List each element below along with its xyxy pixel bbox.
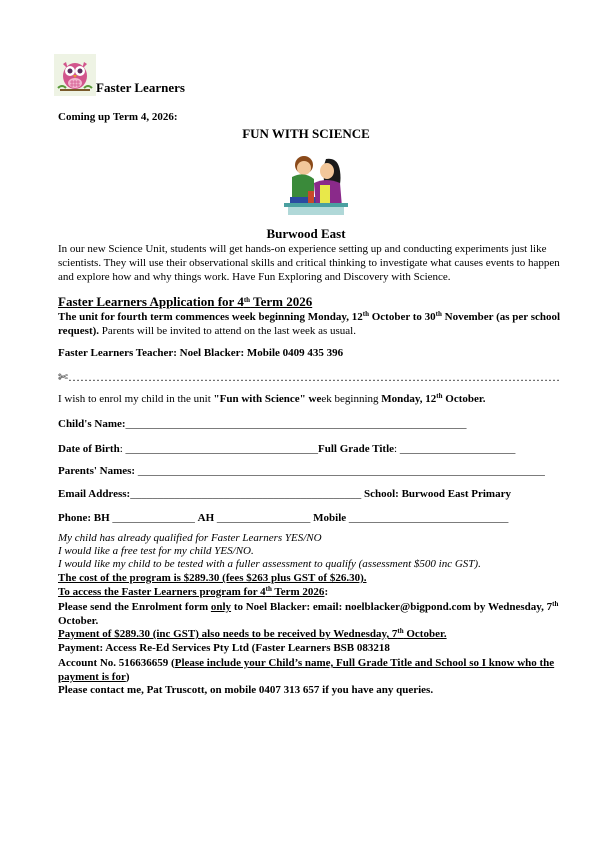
coming-up-label: Coming up Term 4, 2026: [58, 111, 178, 123]
email-row [58, 488, 511, 500]
send-instructions: Please send the Enrolment form only to Noel Blacker: email: noelblacker@bigpond.com by Wednesday, 7th October. [58, 600, 559, 627]
intro-paragraph: In our new Science Unit, students will get hands-on experience setting up and conducting experiments just like scientists. They will use their observational skills and critical thinking to investigate what causes events to happen and explore how and why things work. Have Fun Exploring and Discovery with Science. [58, 243, 560, 283]
teacher-info: Faster Learners Teacher: Noel Blacker: Mobile 0409 435 396 [58, 347, 344, 359]
dob-row [58, 443, 515, 455]
school-label: School: Burwood East Primary [361, 488, 511, 500]
parents-label: Parents' Names: [58, 465, 136, 477]
commence-info: The unit for fourth term commences week beginning Monday, 12th October to 30th November (as per school request). Parents will be invited to attend on the last week as usual. [58, 310, 561, 337]
grade-field[interactable]: : _____________________ [394, 443, 516, 455]
dob-field[interactable]: : ___________________________________ [119, 443, 319, 455]
child-name-field[interactable]: ______________________________________________________________ [125, 418, 467, 430]
phone-row [58, 512, 508, 524]
payment-info: Payment: Access Re-Ed Services Pty Ltd (Faster Learners BSB 083218 [58, 642, 390, 654]
child-name-label: Child's Name: [58, 418, 126, 430]
phone-ah-label: AH [197, 512, 217, 524]
location-title: Burwood East [266, 226, 346, 241]
option-full-assessment[interactable]: I would like my child to be tested with a fuller assessment to qualify (assessment $500 inc GST). [58, 558, 481, 570]
access-heading: To access the Faster Learners program for 4th Term 2026: [58, 585, 329, 598]
application-heading: Faster Learners Application for 4th Term 2026 [58, 294, 313, 309]
option-qualified[interactable]: My child has already qualified for Faster Learners YES/NO [58, 532, 322, 544]
mobile-label: Mobile [313, 512, 349, 524]
cost-info: The cost of the program is $289.30 (fees $263 plus GST of $26.30). [58, 572, 367, 584]
email-label: Email Address: [58, 488, 131, 500]
email-field[interactable]: __________________________________________ [130, 488, 362, 500]
enrol-statement: I wish to enrol my child in the unit "Fun with Science" week beginning Monday, 12th October. [58, 392, 486, 405]
account-info: Account No. 516636659 (Please include your Child’s name, Full Grade Title and School so I know who the payment is for) [58, 657, 555, 683]
phone-bh-field[interactable]: _______________ [112, 512, 198, 524]
parents-row [58, 465, 545, 477]
grade-label: Full Grade Title [318, 443, 395, 455]
phone-ah-field[interactable]: _________________ [216, 512, 314, 524]
brand-name: Faster Learners [96, 80, 185, 95]
page-title: FUN WITH SCIENCE [242, 126, 370, 141]
dob-label: Date of Birth [58, 443, 120, 455]
payment-due: Payment of $289.30 (inc GST) also needs to be received by Wednesday, 7th October. [58, 627, 447, 640]
child-name-row [58, 418, 467, 430]
mobile-field[interactable]: _____________________________ [348, 512, 509, 524]
parents-field[interactable]: __________________________________________________________________________ [135, 465, 545, 477]
cut-line: ✄…………………………………………………………………………………………………………… [58, 370, 561, 384]
children-science-clipart [282, 151, 350, 217]
option-free-test[interactable]: I would like a free test for my child YES/NO. [58, 545, 254, 557]
owl-icon [54, 54, 96, 96]
phone-bh-label: Phone: BH [58, 512, 113, 524]
contact-info: Please contact me, Pat Truscott, on mobile 0407 313 657 if you have any queries. [58, 684, 434, 696]
